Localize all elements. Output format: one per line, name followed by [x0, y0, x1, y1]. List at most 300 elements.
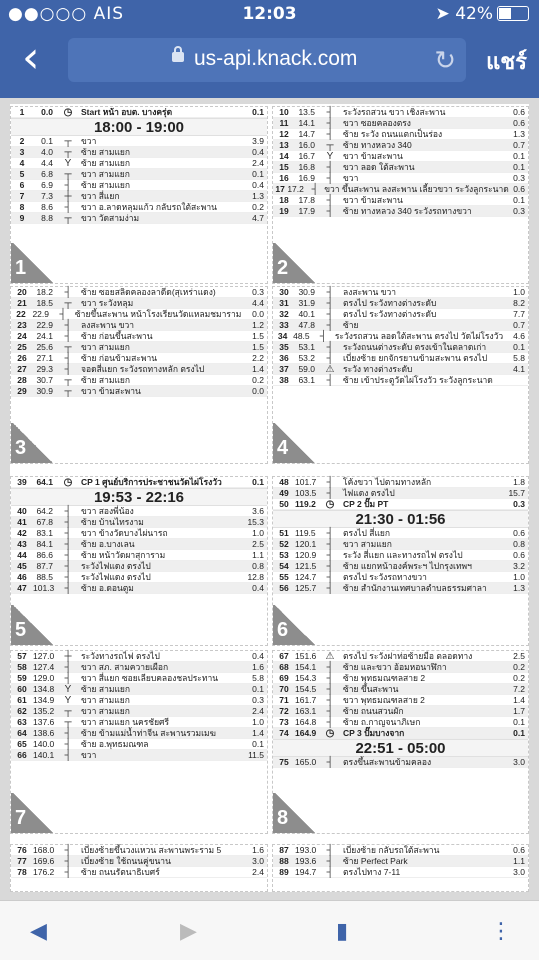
turn-icon: ┤: [326, 172, 334, 184]
browser-bottom-toolbar: [0, 900, 539, 960]
step-number: 58: [17, 662, 27, 672]
turn-icon: ┤: [64, 866, 72, 878]
url-text: us-api.knack.com: [194, 47, 358, 70]
checkpoint-time-window: 18:00 - 19:00: [11, 118, 267, 136]
turn-icon: ┤: [64, 582, 72, 594]
route-panel-5: [10, 476, 268, 646]
step-instruction: ขวา ข้ามสะพาน: [343, 195, 403, 205]
back-chevron-icon[interactable]: ‹: [22, 32, 40, 83]
segment-km: 8.2: [513, 298, 525, 308]
turn-icon: ┤: [64, 179, 72, 191]
turn-icon: ┤: [64, 661, 72, 673]
segment-km: 0.3: [513, 206, 525, 216]
step-number: 14: [279, 151, 289, 161]
route-step-row: [273, 375, 528, 386]
segment-km: 1.0: [252, 528, 264, 538]
segment-km: 0.6: [513, 107, 525, 117]
battery-icon: [497, 6, 529, 21]
lock-icon: [172, 52, 184, 62]
step-number: 4: [19, 158, 25, 168]
segment-km: 0.2: [513, 662, 525, 672]
route-step-row: [11, 583, 267, 594]
step-instruction: ลงสะพาน ขวา: [343, 287, 397, 297]
turn-icon: ┤: [64, 538, 72, 550]
more-dots-icon[interactable]: ⋮: [490, 919, 512, 944]
step-number: 76: [17, 845, 27, 855]
step-distance: 84.1: [36, 539, 53, 549]
route-sheet-document: [10, 104, 529, 892]
segment-km: 7.7: [513, 309, 525, 319]
segment-km: 0.6: [513, 845, 525, 855]
step-distance: 121.5: [295, 561, 317, 571]
route-panel-1: [10, 106, 268, 284]
step-instruction: ขวา: [81, 136, 97, 146]
clock: 12:03: [242, 4, 297, 24]
route-step-row: [273, 583, 528, 594]
step-instruction: ซ้าย: [343, 320, 359, 330]
turn-icon: ┤: [326, 319, 334, 331]
step-instruction: ตรงไปทาง 7-11: [343, 867, 401, 877]
address-bar[interactable]: [68, 38, 466, 82]
step-instruction: ซ้าย ถ.กาญจนาภิเษก: [343, 717, 421, 727]
step-instruction: ลงสะพาน ขวา: [81, 320, 135, 330]
turn-icon: ┤: [326, 855, 334, 867]
step-number: 47: [17, 583, 27, 593]
segment-km: 15.3: [247, 517, 264, 527]
step-distance: 125.7: [295, 583, 317, 593]
bookmark-icon[interactable]: ▮: [336, 919, 349, 944]
turn-icon: ┤: [326, 286, 334, 298]
step-distance: 164.9: [295, 728, 317, 738]
turn-icon: Y: [64, 157, 72, 169]
segment-km: 1.5: [252, 331, 264, 341]
checkpoint-time-window: 22:51 - 05:00: [273, 739, 528, 757]
segment-km: 0.1: [513, 342, 525, 352]
route-step-row: [11, 750, 267, 761]
route-panel-10: [272, 844, 529, 892]
segment-km: 4.7: [252, 213, 264, 223]
segment-km: 1.0: [513, 572, 525, 582]
turn-icon: ┬: [326, 139, 334, 151]
step-number: 89: [279, 867, 289, 877]
step-distance: 53.2: [298, 353, 315, 363]
step-number: 57: [17, 651, 27, 661]
step-distance: 22.9: [36, 320, 53, 330]
step-distance: 161.7: [295, 695, 317, 705]
segment-km: 2.5: [252, 539, 264, 549]
step-distance: 59.0: [298, 364, 315, 374]
step-distance: 119.5: [295, 528, 316, 538]
step-number: 87: [279, 845, 289, 855]
step-distance: 4.0: [41, 147, 53, 157]
segment-km: 2.4: [252, 867, 264, 877]
step-distance: 24.1: [36, 331, 53, 341]
turn-icon: ┤: [64, 749, 72, 761]
segment-km: 0.1: [513, 728, 525, 738]
step-distance: 40.1: [298, 309, 315, 319]
step-instruction: ตรงไป ระวังรถทางขวา: [343, 572, 427, 582]
turn-icon: ┤: [326, 352, 334, 364]
route-step-row: [11, 386, 267, 397]
step-instruction: ขวา สี่แยก ซอยเลียบคลองชลประทาน: [81, 673, 219, 683]
turn-icon: ┤: [64, 352, 72, 364]
turn-icon: ┤: [326, 374, 334, 386]
turn-icon: ┤: [326, 476, 334, 488]
step-instruction: เบี่ยงซ้าย ยกจักรยานข้ามสะพาน ตรงไป: [343, 353, 488, 363]
panel-number: 1: [11, 243, 55, 283]
step-distance: 101.3: [33, 583, 55, 593]
step-number: 63: [17, 717, 27, 727]
segment-km: 0.2: [252, 202, 264, 212]
step-number: 41: [17, 517, 27, 527]
step-instruction: ซ้าย ถนนรัตนาธิเบศร์: [81, 867, 160, 877]
step-number: 35: [279, 342, 289, 352]
step-number: 46: [17, 572, 27, 582]
turn-icon: ┤: [64, 286, 72, 298]
step-distance: 63.1: [298, 375, 315, 385]
step-number: 38: [279, 375, 289, 385]
turn-icon: ┬: [64, 168, 72, 180]
step-number: 88: [279, 856, 289, 866]
step-number: 66: [17, 750, 27, 760]
turn-icon: ┤: [326, 694, 334, 706]
segment-km: 1.6: [252, 662, 264, 672]
segment-km: 0.1: [252, 169, 264, 179]
step-distance: 168.0: [33, 845, 55, 855]
step-instruction: CP 2 ปั๊ม PT: [343, 499, 389, 509]
segment-km: 5.8: [252, 673, 264, 683]
step-distance: 120.1: [295, 539, 317, 549]
step-distance: 25.6: [36, 342, 53, 352]
step-number: 7: [19, 191, 25, 201]
turn-icon: ┤: [64, 363, 72, 375]
turn-icon: ◷: [325, 727, 335, 739]
step-instruction: ขวา ซอยคลองตรง: [343, 118, 411, 128]
route-step-row: [273, 206, 528, 217]
step-instruction: ซ้าย อ.ดอนตูม: [81, 583, 134, 593]
segment-km: 0.3: [513, 499, 525, 509]
step-instruction: Start หน้า อบต. บางครุ่ด: [81, 107, 173, 117]
step-distance: 0.1: [41, 136, 53, 146]
panel-number: 4: [273, 423, 317, 463]
step-distance: 18.2: [36, 287, 53, 297]
segment-km: 0.1: [513, 162, 525, 172]
share-button[interactable]: แชร์: [486, 50, 527, 75]
step-number: 67: [279, 651, 289, 661]
step-distance: 140.1: [33, 750, 55, 760]
route-step-row: [273, 757, 528, 768]
turn-icon: ┤: [64, 330, 72, 342]
step-number: 36: [279, 353, 289, 363]
segment-km: 1.3: [513, 583, 525, 593]
step-number: 23: [17, 320, 27, 330]
step-number: 78: [17, 867, 27, 877]
forward-arrow-icon[interactable]: ▶: [180, 919, 197, 944]
step-distance: 53.1: [298, 342, 315, 352]
step-number: 16: [279, 173, 289, 183]
step-instruction: ตรงขึ้นสะพานข้ามคลอง: [343, 757, 432, 767]
step-distance: 164.8: [295, 717, 317, 727]
step-instruction: ซ้าย สามแยก: [81, 684, 131, 694]
step-instruction: ซ้าย สามแยก: [81, 158, 131, 168]
turn-icon: ┤: [326, 106, 334, 118]
step-number: 53: [279, 550, 289, 560]
turn-icon: ┤: [64, 844, 72, 856]
step-instruction: ขวา สามแยก: [81, 695, 130, 705]
step-distance: 64.1: [36, 477, 53, 487]
turn-icon: Y: [64, 683, 72, 695]
step-distance: 134.8: [33, 684, 55, 694]
step-instruction: ซ้าย ก่อนขึ้นสะพาน: [81, 331, 153, 341]
step-instruction: ซ้าย และขวา อ้อมหอนาฬิกา: [343, 662, 447, 672]
route-panel-6: [272, 476, 529, 646]
step-distance: 101.7: [295, 477, 317, 487]
step-instruction: ระวังรถสวน ลอดใต้สะพาน ตรงไป วัดไผ่โรงวัว: [334, 331, 504, 341]
turn-icon: ┬: [64, 705, 72, 717]
step-instruction: CP 3 ปั๊มบางจาก: [343, 728, 405, 738]
segment-km: 2.5: [513, 651, 525, 661]
step-distance: 7.3: [41, 191, 53, 201]
segment-km: 0.1: [513, 717, 525, 727]
step-instruction: ระวังรถสวน ขวา เชิงสะพาน: [343, 107, 446, 117]
turn-icon: ┬: [64, 374, 72, 386]
step-instruction: ซ้าย สำนักงานเทศบาลตำบลธรรมศาลา: [343, 583, 487, 593]
route-step-row: [11, 477, 267, 488]
step-instruction: ระวังทางรถไฟ ตรงไป: [81, 651, 160, 661]
segment-km: 1.5: [252, 342, 264, 352]
segment-km: 0.6: [513, 528, 525, 538]
step-distance: 47.8: [298, 320, 315, 330]
turn-icon: ┬: [64, 146, 72, 158]
segment-km: 0.6: [513, 184, 526, 194]
segment-km: 0.4: [252, 147, 264, 157]
turn-icon: ⚠: [325, 650, 335, 662]
segment-km: 0.1: [252, 477, 264, 487]
step-number: 72: [279, 706, 289, 716]
step-distance: 17.9: [298, 206, 315, 216]
step-number: 19: [279, 206, 289, 216]
step-instruction: ขวา ข้ามสะพาน: [81, 386, 141, 396]
turn-icon: ┤: [326, 756, 334, 768]
step-number: 50: [279, 499, 289, 509]
turn-icon: ⚠: [325, 363, 335, 375]
step-distance: 13.5: [298, 107, 315, 117]
step-instruction: ขวา อ.ลาดหลุมแก้ว กลับรถใต้สะพาน: [81, 202, 217, 212]
step-number: 2: [19, 136, 25, 146]
step-instruction: ซ้าย แยกหน้าองค์พระฯ ไปกรุงเทพฯ: [343, 561, 472, 571]
turn-icon: ┤: [64, 527, 72, 539]
segment-km: 2.4: [252, 706, 264, 716]
segment-km: 1.3: [513, 129, 525, 139]
step-instruction: ซ้าย สามแยก: [81, 180, 131, 190]
segment-km: 7.2: [513, 684, 525, 694]
step-number: 25: [17, 342, 27, 352]
step-instruction: ซ้าย ทางหลวง 340 ระวังรถทางขวา: [343, 206, 472, 216]
segment-km: 1.6: [252, 845, 264, 855]
step-distance: 140.0: [33, 739, 55, 749]
segment-km: 12.8: [247, 572, 264, 582]
segment-km: 0.2: [252, 375, 264, 385]
step-instruction: ขวา ขึ้นสะพาน ลงสะพาน เลี้ยวขวา ระวังลูกระนาด: [324, 184, 509, 194]
turn-icon: ┤: [311, 183, 319, 195]
step-instruction: ขวา สามแยก นครชัยศรี: [81, 717, 170, 727]
step-instruction: ขวา ระวังหลุม: [81, 298, 134, 308]
step-instruction: CP 1 ศูนย์บริการประชาชนวัดไผ่โรงวัว: [81, 477, 222, 487]
step-number: 54: [279, 561, 289, 571]
step-distance: 176.2: [33, 867, 55, 877]
step-instruction: ซ้าย Perfect Park: [343, 856, 408, 866]
segment-km: 4.6: [513, 331, 525, 341]
step-instruction: ซ้าย เข้าประตูวัดไผ่โรงวัว ระวังลูกระนาด: [343, 375, 493, 385]
step-instruction: ระวัง สี่แยก และทางรถไฟ ตรงไป: [343, 550, 463, 560]
turn-icon: ┤: [326, 549, 334, 561]
panel-number: 3: [11, 423, 55, 463]
step-number: 56: [279, 583, 289, 593]
panel-number: 2: [273, 243, 317, 283]
step-number: 26: [17, 353, 27, 363]
route-panel-7: [10, 650, 268, 834]
step-instruction: ซ้าย อ.พุทธมณฑล: [81, 739, 149, 749]
step-number: 61: [17, 695, 27, 705]
step-instruction: ระวังไฟแดง ตรงไป: [81, 561, 151, 571]
step-distance: 48.5: [293, 331, 310, 341]
segment-km: 1.7: [513, 706, 525, 716]
segment-km: 1.4: [513, 695, 525, 705]
route-step-row: [273, 867, 528, 878]
turn-icon: ┤: [326, 128, 334, 140]
segment-km: 2.2: [252, 353, 264, 363]
step-instruction: ซ้าย สามแยก: [81, 375, 131, 385]
step-instruction: ซ้าย ซอยสลิดคลองลาดีด(สุเหร่าแดง): [81, 287, 216, 297]
step-distance: 4.4: [41, 158, 53, 168]
route-step-row: [273, 728, 528, 739]
panel-number: 7: [11, 793, 55, 833]
step-number: 20: [17, 287, 27, 297]
step-distance: 119.2: [295, 499, 316, 509]
turn-icon: ┤: [326, 194, 334, 206]
step-instruction: ตรงไป สี่แยก: [343, 528, 391, 538]
turn-icon: ┤: [64, 855, 72, 867]
turn-icon: ┤: [59, 308, 67, 320]
step-number: 21: [17, 298, 27, 308]
step-instruction: ขวา ข้ามสะพาน: [343, 151, 403, 161]
segment-km: 3.0: [252, 856, 264, 866]
step-instruction: ขวา สี่แยก: [81, 191, 120, 201]
step-distance: 135.2: [33, 706, 55, 716]
step-number: 27: [17, 364, 27, 374]
segment-km: 3.2: [513, 561, 525, 571]
step-number: 45: [17, 561, 27, 571]
step-number: 39: [17, 477, 27, 487]
browser-top-bar: [0, 0, 539, 98]
step-distance: 137.6: [33, 717, 55, 727]
turn-icon: ┤: [326, 705, 334, 717]
segment-km: 0.3: [252, 287, 264, 297]
step-distance: 16.0: [298, 140, 315, 150]
step-number: 69: [279, 673, 289, 683]
step-distance: 193.0: [295, 845, 317, 855]
segment-km: 0.1: [252, 739, 264, 749]
step-number: 24: [17, 331, 27, 341]
turn-icon: ┤: [326, 661, 334, 673]
step-distance: 165.0: [295, 757, 317, 767]
step-instruction: ขวา: [81, 750, 97, 760]
step-distance: 30.9: [36, 386, 53, 396]
step-number: 34: [277, 331, 288, 341]
step-number: 11: [279, 118, 289, 128]
step-distance: 17.2: [287, 184, 304, 194]
step-instruction: จอดสี่แยก ระวังรถทางหลัก ตรงไป: [81, 364, 205, 374]
turn-icon: ┤: [319, 330, 327, 342]
turn-icon: ◷: [63, 476, 73, 488]
step-number: 17: [275, 184, 285, 194]
reload-icon[interactable]: ↻: [434, 46, 456, 76]
turn-icon: Y: [326, 150, 334, 162]
segment-km: 0.3: [513, 173, 525, 183]
step-number: 3: [19, 147, 25, 157]
turn-icon: ┤: [326, 683, 334, 695]
turn-icon: ┤: [326, 716, 334, 728]
carrier-label: ●●○○○ AIS: [8, 4, 125, 24]
step-distance: 129.0: [33, 673, 55, 683]
step-instruction: ระวังถนนต่างระดับ ตรงเข้าในตลาดเก่า: [343, 342, 487, 352]
turn-icon: ┬: [64, 385, 72, 397]
segment-km: 0.0: [252, 386, 264, 396]
turn-icon: ┤: [326, 487, 334, 499]
segment-km: 0.0: [252, 309, 264, 319]
step-number: 42: [17, 528, 27, 538]
step-number: 8: [19, 202, 25, 212]
back-arrow-icon[interactable]: ◀: [30, 919, 47, 944]
battery-indicator: ➤ 42%: [436, 4, 529, 24]
turn-icon: ┼: [64, 650, 72, 662]
step-instruction: ซ้าย บ้านไทรงาม: [81, 517, 144, 527]
segment-km: 3.6: [252, 506, 264, 516]
turn-icon: ┬: [64, 297, 72, 309]
step-number: 77: [17, 856, 27, 866]
segment-km: 0.3: [252, 695, 264, 705]
step-instruction: ตรงไป ระวังทางต่างระดับ: [343, 309, 437, 319]
step-number: 1: [19, 107, 25, 117]
turn-icon: ┤: [64, 560, 72, 572]
turn-icon: ┤: [326, 866, 334, 878]
turn-icon: ◷: [63, 106, 73, 118]
step-instruction: ซ้าย ขึ้นสะพาน: [343, 684, 399, 694]
turn-icon: ┤: [64, 571, 72, 583]
turn-icon: ◷: [325, 498, 335, 510]
segment-km: 0.4: [252, 651, 264, 661]
step-number: 22: [16, 309, 26, 319]
step-number: 70: [279, 684, 289, 694]
step-number: 52: [279, 539, 289, 549]
step-number: 30: [279, 287, 289, 297]
step-number: 51: [279, 528, 289, 538]
turn-icon: ┼: [64, 190, 72, 202]
segment-km: 0.2: [513, 673, 525, 683]
segment-km: 1.8: [513, 477, 525, 487]
step-instruction: ซ้าย ทางหลวง 340: [343, 140, 412, 150]
step-distance: 193.6: [295, 856, 317, 866]
segment-km: 0.8: [252, 561, 264, 571]
step-number: 28: [17, 375, 27, 385]
step-distance: 127.4: [33, 662, 55, 672]
segment-km: 0.7: [513, 140, 525, 150]
step-number: 71: [279, 695, 289, 705]
step-instruction: ซ้าย ก่อนข้ามสะพาน: [81, 353, 158, 363]
step-distance: 22.9: [32, 309, 49, 319]
turn-icon: ┤: [326, 582, 334, 594]
segment-km: 11.5: [248, 750, 264, 760]
